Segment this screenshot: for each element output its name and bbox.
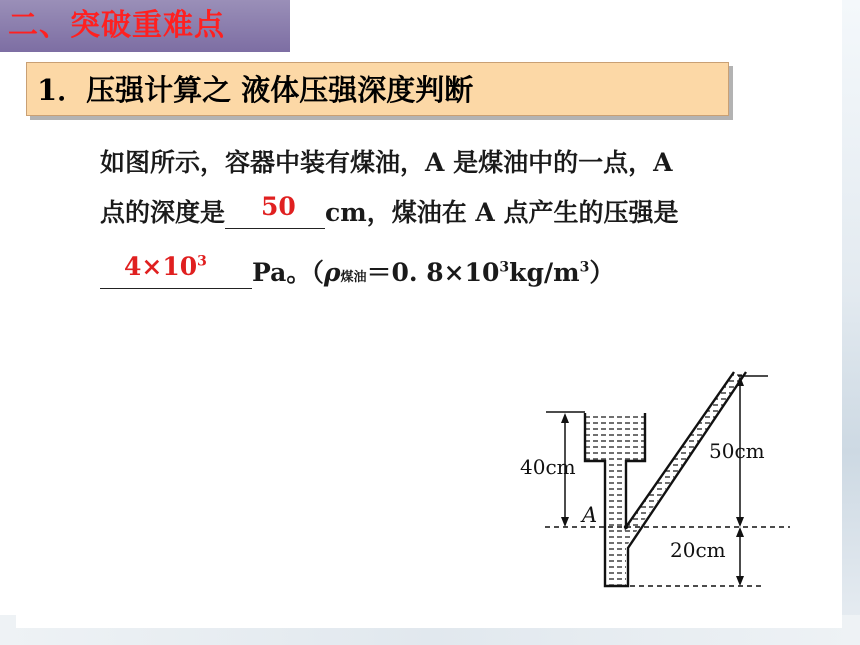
question-line-2-post: cm，煤油在 A 点产生的压强是 bbox=[325, 198, 679, 227]
depth-answer: 50 bbox=[261, 192, 296, 221]
density-exp: 3 bbox=[499, 259, 510, 276]
close-paren: ） bbox=[589, 258, 615, 287]
topic-heading: 1．压强计算之 液体压强深度判断 bbox=[26, 62, 729, 116]
section-tag: 二、突破重难点 bbox=[0, 0, 290, 52]
arrowhead bbox=[736, 517, 744, 527]
label-40cm: 40cm bbox=[520, 455, 576, 479]
pressure-answer-exp: 3 bbox=[197, 253, 207, 270]
arrowhead bbox=[736, 527, 744, 537]
density-unit-exp: 3 bbox=[579, 259, 590, 276]
liquid-top-box bbox=[585, 413, 645, 461]
rho-symbol: ρ bbox=[323, 258, 341, 287]
pa-unit: Pa。（ bbox=[252, 258, 324, 287]
rho-subscript: 煤油 bbox=[340, 270, 367, 285]
density-unit: kg/m bbox=[509, 258, 580, 287]
label-50cm: 50cm bbox=[709, 439, 765, 463]
label-20cm: 20cm bbox=[670, 538, 726, 562]
pressure-answer-base: 4×10 bbox=[124, 252, 198, 281]
arrowhead bbox=[561, 517, 569, 527]
density-eq: ＝0. 8×10 bbox=[366, 258, 500, 287]
question-line-2-pre: 点的深度是 bbox=[100, 198, 226, 227]
label-A: A bbox=[582, 503, 598, 527]
arrowhead bbox=[561, 413, 569, 423]
question-line-1: 如图所示，容器中装有煤油，A 是煤油中的一点，A bbox=[100, 148, 673, 177]
arrowhead bbox=[736, 576, 744, 586]
point-A-dot bbox=[624, 525, 628, 529]
liquid-column bbox=[605, 461, 626, 589]
